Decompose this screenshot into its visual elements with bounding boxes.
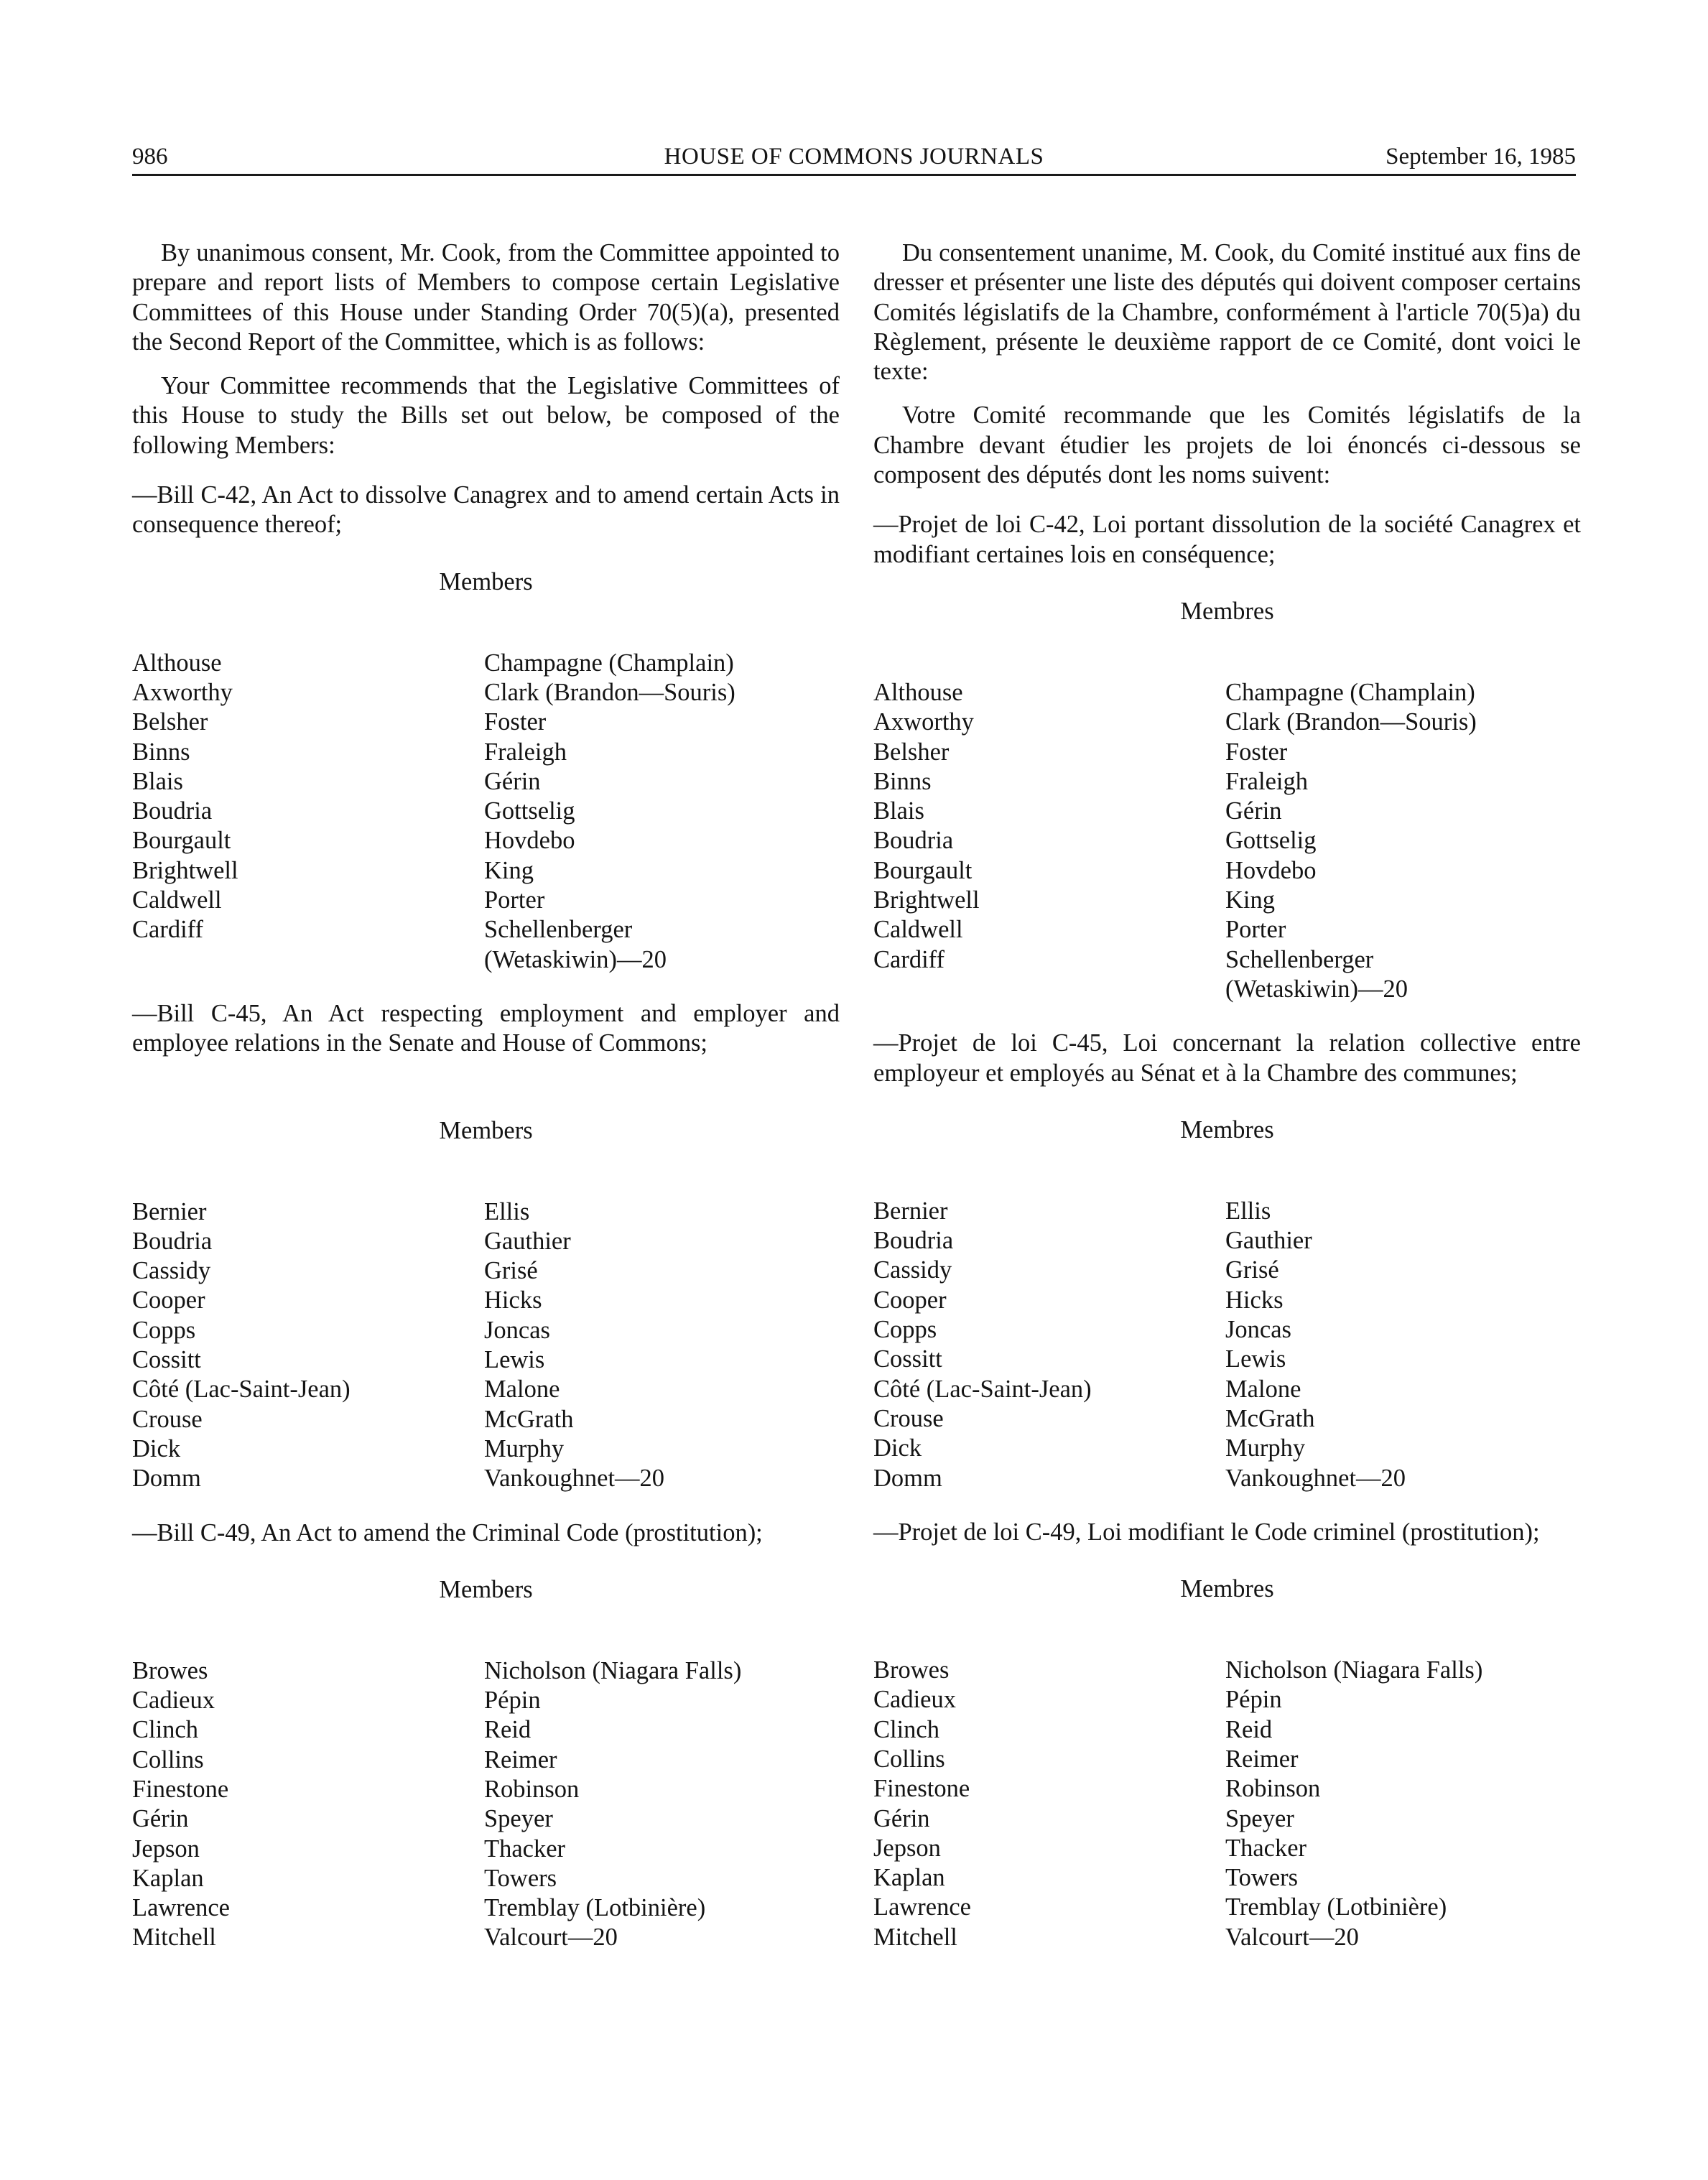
bill-title: —Bill C-45, An Act respecting employment and employer and employee relations in the Senate and House of Commons; — [132, 999, 840, 1057]
member-name: Axworthy — [873, 708, 974, 736]
member-name: Mitchell — [132, 1924, 216, 1952]
member-name: Cossitt — [132, 1346, 201, 1374]
member-name: Cadieux — [873, 1686, 956, 1714]
members-right-column — [484, 1197, 840, 1494]
members-right-column — [1225, 1656, 1581, 1952]
member-name: Copps — [132, 1316, 196, 1344]
member-name: Fraleigh — [484, 738, 567, 766]
member-name: Copps — [873, 1316, 937, 1344]
member-name: Speyer — [484, 1805, 553, 1833]
member-name: Hovdebo — [1225, 856, 1317, 884]
member-name: Cardiff — [873, 945, 945, 973]
members-heading: Membres — [1180, 1115, 1274, 1144]
bill-title: —Bill C-49, An Act to amend the Criminal Code (prostitution); — [132, 1518, 763, 1546]
member-name: Kaplan — [132, 1864, 204, 1892]
member-name: Nicholson (Niagara Falls) — [484, 1656, 742, 1684]
member-name: Joncas — [484, 1316, 550, 1344]
member-name: Gérin — [873, 1804, 930, 1832]
member-name: Foster — [1225, 738, 1288, 766]
member-name: Jepson — [873, 1834, 941, 1862]
member-name: Bernier — [132, 1197, 207, 1225]
member-name: Gérin — [1225, 797, 1282, 825]
members-list — [873, 1656, 1581, 1952]
member-name: Malone — [484, 1376, 560, 1404]
bill-title: —Projet de loi C-42, Loi portant dissolution de la société Canagrex et modifiant certaines lois en conséquence; — [873, 511, 1581, 568]
member-name: Tremblay (Lotbinière) — [1225, 1893, 1447, 1921]
english-column — [132, 238, 840, 1953]
member-name: Dick — [132, 1434, 181, 1462]
member-name: Bernier — [873, 1197, 948, 1225]
member-name: Boudria — [132, 1227, 213, 1255]
member-name: Clinch — [873, 1715, 939, 1743]
recommendation-paragraph: Votre Comité recommande que les Comités législatifs de la Chambre devant étudier les projets de loi énoncés ci-dessous se composent des députés dont les noms suivent: — [873, 402, 1581, 489]
member-name: Thacker — [1225, 1834, 1307, 1862]
bill-title: —Bill C-42, An Act to dissolve Canagrex and to amend certain Acts in consequence thereof; — [132, 481, 840, 539]
members-list — [132, 1197, 840, 1494]
member-name: Lewis — [484, 1346, 545, 1374]
member-name: Porter — [484, 886, 545, 914]
member-name: Valcourt—20 — [484, 1924, 618, 1952]
member-name: Grisé — [484, 1257, 538, 1285]
bill-title: —Projet de loi C-49, Loi modifiant le Code criminel (prostitution); — [873, 1518, 1540, 1546]
member-name: McGrath — [484, 1405, 574, 1433]
member-name: Clark (Brandon—Souris) — [484, 678, 735, 706]
member-name: Cassidy — [132, 1257, 211, 1285]
member-name: Althouse — [132, 649, 222, 677]
member-name: Towers — [1225, 1864, 1299, 1892]
member-name: Crouse — [132, 1405, 203, 1433]
member-name: Tremblay (Lotbinière) — [484, 1894, 706, 1922]
member-name: Vankoughnet—20 — [484, 1465, 665, 1493]
member-name: Robinson — [1225, 1775, 1321, 1803]
members-left-column — [873, 678, 1225, 1004]
member-name: Mitchell — [873, 1923, 957, 1951]
member-name: Collins — [132, 1745, 204, 1773]
member-name: Champagne (Champlain) — [1225, 678, 1475, 706]
member-name: Murphy — [1225, 1434, 1306, 1462]
member-name: Binns — [132, 738, 190, 766]
member-name: Thacker — [484, 1835, 566, 1863]
member-name: Gérin — [484, 767, 541, 795]
member-name: Murphy — [484, 1434, 565, 1462]
members-left-column — [132, 1656, 484, 1953]
members-left-column — [873, 1656, 1225, 1952]
members-heading: Members — [439, 1575, 533, 1603]
member-name: Fraleigh — [1225, 767, 1308, 795]
members-right-column — [484, 1656, 840, 1953]
member-name: Gauthier — [1225, 1227, 1312, 1255]
members-right-column — [1225, 678, 1581, 1004]
member-name: Hicks — [1225, 1286, 1284, 1314]
member-name: Foster — [484, 708, 547, 736]
member-name: Boudria — [873, 1227, 954, 1255]
member-name: Towers — [484, 1864, 557, 1892]
member-name: Bourgault — [873, 856, 973, 884]
member-name: Cassidy — [873, 1256, 952, 1284]
member-name: King — [484, 856, 534, 884]
member-name: Kaplan — [873, 1864, 945, 1892]
recommendation-paragraph: Your Committee recommends that the Legislative Committees of this House to study the Bills set out below, be composed of the following Members: — [132, 372, 840, 459]
members-heading: Membres — [1180, 597, 1274, 625]
member-name: Schellenberger (Wetaskiwin)—20 — [1225, 945, 1408, 1003]
member-name: Ellis — [484, 1197, 530, 1225]
member-name: Ellis — [1225, 1197, 1271, 1225]
member-name: Côté (Lac-Saint-Jean) — [873, 1375, 1092, 1403]
member-name: Robinson — [484, 1775, 580, 1803]
member-name: Champagne (Champlain) — [484, 649, 734, 677]
member-name: Belsher — [132, 708, 208, 736]
member-name: Clinch — [132, 1716, 198, 1744]
member-name: Grisé — [1225, 1256, 1279, 1284]
member-name: Cooper — [873, 1286, 947, 1314]
member-name: Côté (Lac-Saint-Jean) — [132, 1376, 351, 1404]
member-name: Belsher — [873, 738, 950, 766]
member-name: Speyer — [1225, 1804, 1294, 1832]
members-right-column — [484, 649, 840, 975]
member-name: Browes — [132, 1656, 208, 1684]
members-list — [873, 1197, 1581, 1493]
members-left-column — [132, 649, 484, 975]
member-name: Brightwell — [873, 886, 980, 914]
member-name: Gottselig — [1225, 827, 1317, 855]
member-name: Cadieux — [132, 1687, 215, 1715]
members-list — [132, 649, 840, 975]
intro-paragraph: By unanimous consent, Mr. Cook, from the Committee appointed to prepare and report lists of Members to compose certain Legislative Committees of this House under Standing Order 70(5)(a), presented the Second Report of the Committee, which is as follows: — [132, 239, 840, 356]
member-name: Schellenberger (Wetaskiwin)—20 — [484, 916, 667, 973]
member-name: Browes — [873, 1656, 950, 1684]
journal-title: HOUSE OF COMMONS JOURNALS — [664, 144, 1044, 170]
member-name: McGrath — [1225, 1404, 1315, 1432]
member-name: Crouse — [873, 1404, 944, 1432]
member-name: Clark (Brandon—Souris) — [1225, 708, 1477, 736]
member-name: Axworthy — [132, 678, 233, 706]
members-heading: Membres — [1180, 1575, 1274, 1603]
member-name: Caldwell — [873, 916, 963, 944]
members-right-column — [1225, 1197, 1581, 1493]
bill-title: —Projet de loi C-45, Loi concernant la relation collective entre employeur et employés au Sénat et à la Chambre des communes; — [873, 1029, 1581, 1087]
member-name: Dick — [873, 1434, 922, 1462]
member-name: Boudria — [132, 797, 213, 825]
member-name: Reimer — [484, 1745, 557, 1773]
member-name: Reimer — [1225, 1745, 1299, 1773]
members-heading: Members — [439, 1116, 533, 1144]
member-name: Jepson — [132, 1835, 200, 1863]
member-name: Blais — [873, 797, 924, 825]
member-name: Pépin — [1225, 1686, 1282, 1714]
french-column — [873, 238, 1581, 1952]
member-name: Domm — [873, 1464, 942, 1492]
member-name: King — [1225, 886, 1275, 914]
member-name: Lewis — [1225, 1345, 1286, 1373]
member-name: Domm — [132, 1465, 201, 1493]
member-name: Bourgault — [132, 827, 231, 855]
member-name: Blais — [132, 767, 183, 795]
running-header — [132, 142, 1576, 174]
member-name: Lawrence — [873, 1893, 971, 1921]
member-name: Hicks — [484, 1286, 542, 1314]
member-name: Reid — [1225, 1715, 1273, 1743]
member-name: Joncas — [1225, 1316, 1291, 1344]
member-name: Pépin — [484, 1687, 541, 1715]
member-name: Vankoughnet—20 — [1225, 1464, 1406, 1492]
member-name: Reid — [484, 1716, 532, 1744]
members-left-column — [873, 1197, 1225, 1493]
page-number: 986 — [132, 144, 168, 170]
member-name: Brightwell — [132, 856, 238, 884]
member-name: Gottselig — [484, 797, 575, 825]
member-name: Cardiff — [132, 916, 204, 944]
member-name: Malone — [1225, 1375, 1301, 1403]
member-name: Valcourt—20 — [1225, 1923, 1359, 1951]
member-name: Finestone — [873, 1775, 970, 1803]
member-name: Boudria — [873, 827, 954, 855]
members-left-column — [132, 1197, 484, 1494]
member-name: Caldwell — [132, 886, 222, 914]
member-name: Cossitt — [873, 1345, 942, 1373]
member-name: Finestone — [132, 1775, 229, 1803]
member-name: Binns — [873, 767, 932, 795]
intro-paragraph: Du consentement unanime, M. Cook, du Comité institué aux fins de dresser et présenter une liste des députés qui doivent composer certains Comités législatifs de la Chambre, conformément à l'article 70(5)a) du Règlement, présente le deuxième rapport de ce Comité, dont voici le texte: — [873, 239, 1581, 386]
member-name: Cooper — [132, 1286, 205, 1314]
members-list — [132, 1656, 840, 1953]
header-rule — [132, 174, 1576, 176]
member-name: Lawrence — [132, 1894, 230, 1922]
member-name: Hovdebo — [484, 827, 575, 855]
member-name: Gérin — [132, 1805, 189, 1833]
member-name: Porter — [1225, 916, 1286, 944]
member-name: Nicholson (Niagara Falls) — [1225, 1656, 1483, 1684]
member-name: Gauthier — [484, 1227, 571, 1255]
members-heading: Members — [439, 567, 533, 595]
member-name: Althouse — [873, 678, 963, 706]
journal-date: September 16, 1985 — [1386, 144, 1576, 170]
member-name: Collins — [873, 1745, 945, 1773]
members-list — [873, 678, 1581, 1004]
